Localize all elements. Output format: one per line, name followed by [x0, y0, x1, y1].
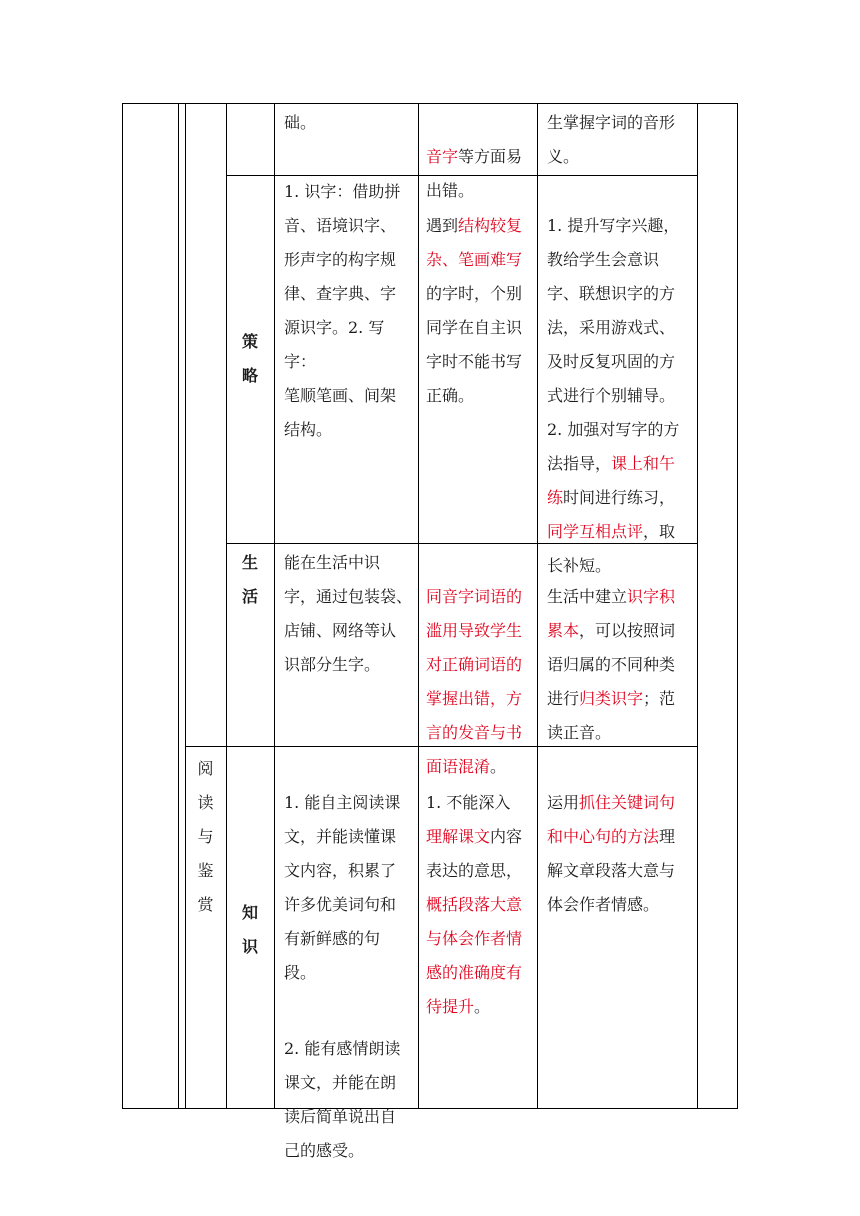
- measure-cell-life: [547, 546, 695, 750]
- goal-paragraph-1: 1. 能自主阅读课 文，并能读懂课 文内容，积累了 许多优美词句和 有新鲜感的句 段。: [284, 793, 401, 982]
- plain-text: 。: [474, 997, 491, 1016]
- highlight-text: 识字积 累本: [547, 587, 676, 640]
- goal-cell-strategy: 1. 识字：借助拼 音、语境识字、 形声字的构字规 律、查字典、字 源识字。2. 写字： 笔顺笔画、间架 结构。: [284, 182, 401, 439]
- plain-text: 遇到: [426, 216, 459, 235]
- row-label-strategy: 策 略: [241, 332, 258, 385]
- plain-text: 1. 不能深入: [426, 793, 511, 812]
- column-divider: [178, 103, 179, 1109]
- plain-text: 时间进行练习，: [563, 488, 676, 507]
- section-label-reading: 阅 读 与 鉴 赏: [197, 759, 214, 914]
- highlight-text: 同音字词语的 滥用导致学生 对正确词语的 掌握出错，方 言的发音与书 面语混淆: [426, 587, 523, 776]
- problem-cell-life: [426, 546, 536, 784]
- column-divider: [537, 103, 538, 1109]
- problem-cell-knowledge: [426, 752, 536, 1024]
- plain-text: 。: [490, 757, 507, 776]
- highlight-text: 归类识字: [579, 689, 644, 708]
- table-top-border: [122, 103, 738, 104]
- column-divider: [418, 103, 419, 1109]
- plain-text: 理 解文章段落大意与 体会作者情感。: [547, 827, 676, 914]
- plain-text: 的字时，个别 同学在自主识 字时不能书写 正确。: [426, 284, 523, 405]
- highlight-text: 音字: [426, 147, 459, 166]
- plain-text: 等方面易 出错。: [426, 147, 523, 200]
- row-label-life: 生 活: [241, 553, 258, 606]
- goal-cell-continued: 础。: [284, 113, 317, 132]
- column-divider: [697, 103, 698, 1109]
- highlight-text: 同学互相点评: [547, 522, 644, 541]
- highlight-text: 结构较复 杂、笔画难写: [426, 216, 523, 269]
- plain-text: ；范 读正音。: [547, 689, 676, 742]
- column-divider: [274, 103, 275, 1109]
- highlight-text: 课上和午 练: [547, 454, 676, 507]
- table-left-border: [122, 103, 123, 1109]
- problem-cell-strategy: [426, 175, 536, 413]
- measure-cell-continued: 生掌握字词的音形 义。: [547, 113, 676, 166]
- goal-cell-life: 能在生活中识 字，通过包装袋、 店铺、网络等认 识部分生字。: [284, 553, 413, 674]
- highlight-text: 概括段落大意 与体会作者情 感的准确度有 待提升: [426, 895, 523, 1016]
- plain-text: 运用: [547, 793, 580, 812]
- measure-cell-knowledge: [547, 752, 695, 922]
- goal-paragraph-2: 2. 能有感情朗读 课文，并能在朗 读后简单说出自 己的感受。: [284, 1039, 401, 1160]
- plain-text: 内容 表达的意思，: [426, 827, 523, 880]
- row-label-knowledge: 知 识: [241, 903, 258, 956]
- goal-cell-knowledge: [284, 752, 416, 1168]
- table-right-border: [737, 103, 738, 1109]
- measure-cell-strategy: [547, 175, 695, 583]
- plain-text: 生活中建立: [547, 587, 628, 606]
- column-divider: [185, 103, 186, 1109]
- plain-text: ，取 长补短。: [547, 522, 676, 575]
- table-bottom-border: [122, 1108, 738, 1109]
- highlight-text: 理解课文: [426, 827, 491, 846]
- plain-text: ，可以按照词 语归属的不同种类 进行: [547, 621, 676, 708]
- highlight-text: 抓住关键词句 和中心句的方法: [547, 793, 676, 846]
- plain-text: 1. 提升写字兴趣， 教给学生会意识 字、联想识字的方 法，采用游戏式、 及时反复巩固的方 式进行个别辅导。 2. 加强对写字的方 法指导，: [547, 216, 680, 473]
